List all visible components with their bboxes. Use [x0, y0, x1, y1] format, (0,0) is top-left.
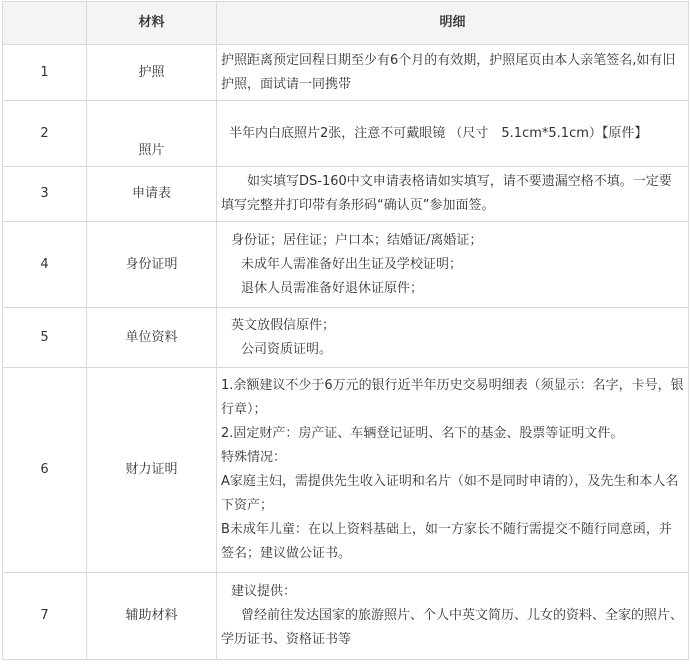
detail-line: 建议提供：	[231, 584, 297, 599]
detail-line: B未成年儿童：在以上资料基础上，如一方家长不随行需提交不随行同意函，并签名；建议做公证书。	[221, 522, 672, 561]
table-row	[3, 222, 689, 308]
row-detail	[217, 167, 689, 222]
row-detail	[217, 222, 689, 308]
row-detail	[217, 101, 689, 167]
row-index: 7	[3, 573, 87, 660]
detail-line: 特殊情况：	[221, 450, 287, 465]
row-material: 财力证明	[87, 368, 217, 573]
row-index: 3	[3, 167, 87, 222]
detail-text: 如实填写DS-160中文申请表格请如实填写，请不要遗漏空格不填。一定要填写完整并打印带有条形码“确认页”参加面签。	[221, 174, 672, 213]
detail-line: 英文放假信原件；	[231, 317, 336, 333]
row-material: 护照	[87, 45, 217, 101]
row-material: 身份证明	[87, 222, 217, 308]
row-material: 辅助材料	[87, 573, 217, 660]
row-index: 4	[3, 222, 87, 308]
row-detail	[217, 45, 689, 101]
row-index: 6	[3, 368, 87, 573]
detail-line: 曾经前往发达国家的旅游照片、个人中英文简历、儿女的资料、全家的照片、学历证书、资格证书等	[221, 608, 684, 647]
table-row	[3, 308, 689, 368]
table-row	[3, 167, 689, 222]
row-material: 照片	[87, 101, 217, 167]
detail-text: 护照距离预定回程日期至少有6个月的有效期，护照尾页由本人亲笔签名,如有旧护照，面试请一同携带	[221, 52, 676, 92]
visa-materials-table	[2, 1, 689, 660]
table-header-row	[3, 2, 689, 45]
row-index: 5	[3, 308, 87, 368]
row-material: 单位资料	[87, 308, 217, 368]
detail-line: 退休人员需准备好退休证原件；	[241, 280, 424, 296]
header-index	[3, 2, 87, 45]
row-index: 2	[3, 101, 87, 167]
row-detail	[217, 368, 689, 573]
detail-line: 未成年人需准备好出生证及学校证明；	[241, 256, 463, 272]
header-material: 材料	[87, 2, 217, 45]
row-index: 1	[3, 45, 87, 101]
row-detail	[217, 308, 689, 368]
row-detail	[217, 573, 689, 660]
detail-line: 1.余额建议不少于6万元的银行近半年历史交易明细表（须显示：名字，卡号，银行章）；	[221, 378, 684, 417]
detail-text: 半年内白底照片2张，注意不可戴眼镜 （尺寸 5.1cm*5.1cm）【原件】	[229, 125, 648, 141]
row-material: 申请表	[87, 167, 217, 222]
table-row	[3, 101, 689, 167]
table-row	[3, 573, 689, 660]
detail-line: A家庭主妇，需提供先生收入证明和名片（如不是同时申请的），及先生和本人名下资产；	[221, 474, 679, 513]
header-detail: 明细	[217, 2, 689, 45]
table-row	[3, 368, 689, 573]
detail-line: 身份证；居住证；户口本；结婚证/离婚证；	[231, 232, 483, 248]
table-row	[3, 45, 689, 101]
detail-line: 2.固定财产：房产证、车辆登记证明、名下的基金、股票等证明文件。	[221, 426, 624, 441]
detail-line: 公司资质证明。	[241, 341, 333, 357]
